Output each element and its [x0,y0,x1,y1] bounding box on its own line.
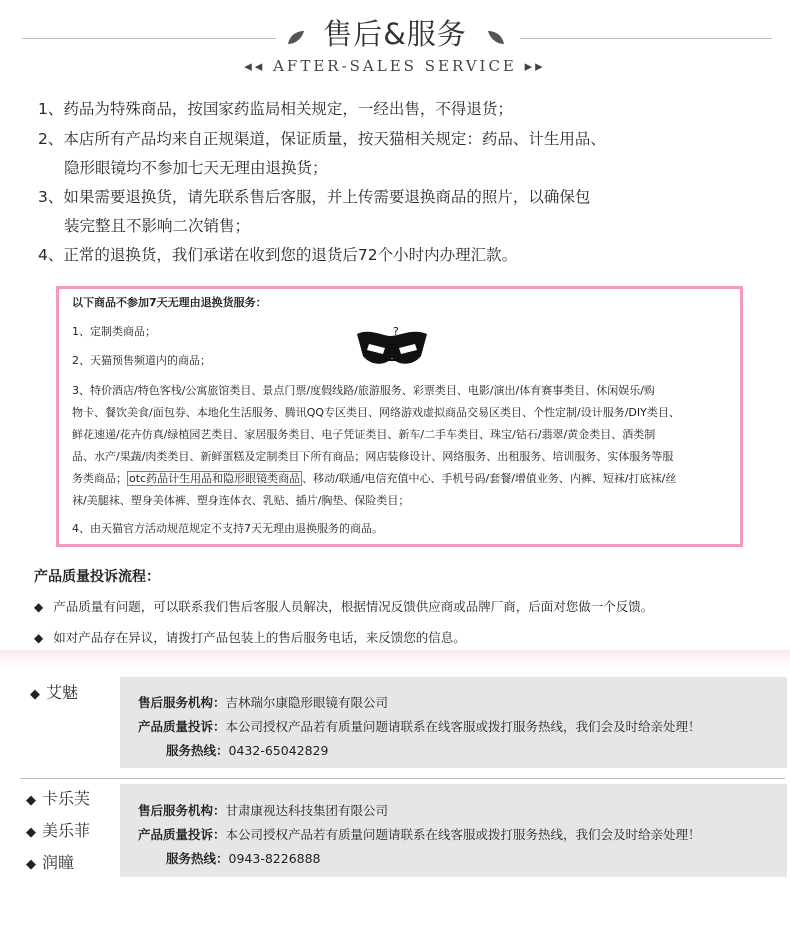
hotline-row-1 [166,741,328,759]
org-value: 甘肃康视达科技集团有限公司 [225,803,389,818]
brand-name: 美乐菲 [42,821,91,840]
notice-item-3-line-5 [72,468,676,490]
hotline-row-2 [166,849,321,867]
hotline-label: 服务热线： [166,743,229,758]
hotline-value: 0943-8226888 [228,851,321,866]
bullet-diamond-icon: ◆ [26,793,36,808]
notice-heading: 以下商品不参加7天无理由退换货服务： [72,296,267,309]
policy-line-3b: 装完整且不影响二次销售； [64,217,251,235]
notice-item-4: 4、由天猫官方活动规范规定不支持7天无理由退换服务的商品。 [72,522,383,535]
complaint-label: 产品质量投诉： [138,719,226,734]
bullet-diamond-icon: ◆ [26,857,36,872]
notice-line5-prefix: 务类商品； [72,472,127,485]
brand-runtong [26,850,74,873]
service-org-row-1 [138,693,388,711]
org-label: 售后服务机构： [138,803,226,818]
page-subtitle: ◂◂ AFTER-SALES SERVICE ▸▸ [244,57,546,75]
quality-process-text-1: 产品质量有问题，可以联系我们售后客服人员解决，根据情况反馈供应商或品牌厂商，后面对您做一个反馈。 [53,599,654,614]
notice-item-2: 2、天猫预售频道内的商品； [72,354,211,367]
quality-process-title: 产品质量投诉流程： [34,569,160,585]
highlighted-category: otc药品计生用品和隐形眼镜类商品 [129,472,301,485]
bullet-diamond-icon: ◆ [34,631,44,645]
notice-item-3-line-6: 袜/美腿袜、塑身美体裤、塑身连体衣、乳贴、插片/胸垫、保险类目； [72,494,410,507]
mask-question-mark: ? [393,326,399,338]
policy-line-2: 2、本店所有产品均来自正规渠道，保证质量，按天猫相关规定：药品、计生用品、 [38,130,606,148]
complaint-value: 本公司授权产品若有质量问题请联系在线客服或拨打服务热线，我们会及时给亲处理！ [225,719,701,734]
brand-meilefei [26,818,90,841]
hotline-value: 0432-65042829 [228,743,329,758]
service-org-row-2 [138,801,388,819]
notice-item-3-line-1: 3、特价酒店/特色客栈/公寓旅馆类目、景点门票/度假线路/旅游服务、彩票类目、电影/演出/体育赛事类目、休闲娱乐/购 [72,384,655,397]
complaint-label: 产品质量投诉： [138,827,226,842]
bullet-diamond-icon: ◆ [30,687,40,702]
notice-line5-suffix: 、移动/联通/电信充值中心、手机号码/套餐/增值业务、内裤、短袜/打底袜/丝 [302,472,677,485]
policy-line-2b: 隐形眼镜均不参加七天无理由退换货； [64,159,328,177]
brand-aimei [30,680,78,703]
notice-item-1: 1、定制类商品； [72,325,156,338]
notice-item-3-line-3: 鲜花速递/花卉仿真/绿植园艺类目、家居服务类目、电子凭证类目、新车/二手车类目、珠宝/钻石/翡翠/黄金类目、酒类制 [72,428,656,441]
hotline-label: 服务热线： [166,851,229,866]
brand-name: 润瞳 [42,853,75,872]
bullet-diamond-icon: ◆ [26,825,36,840]
bullet-diamond-icon: ◆ [34,600,44,614]
page-title: 售后&服务 [323,17,467,51]
complaint-value: 本公司授权产品若有质量问题请联系在线客服或拨打服务热线，我们会及时给亲处理！ [225,827,701,842]
brand-kalefu [26,786,90,809]
notice-item-3-line-4: 品、水产/果蔬/肉类类目、新鲜蛋糕及定制类目下所有商品；网店装修设计、网络服务、出租服务、培训服务、实体服务等服 [72,450,674,463]
quality-process-text-2: 如对产品存在异议，请拨打产品包装上的售后服务电话，来反馈您的信息。 [53,630,466,645]
masked-face-icon [355,326,429,370]
policy-line-4: 4、正常的退换货，我们承诺在收到您的退货后72个小时内办理汇款。 [38,246,518,264]
quality-process-item-1 [34,597,653,615]
brand-name: 艾魅 [46,683,79,702]
section-fade-band [0,650,790,668]
section-divider [20,778,785,779]
org-label: 售后服务机构： [138,695,226,710]
quality-process-item-2 [34,628,466,646]
policy-line-3: 3、如果需要退换货，请先联系售后客服，并上传需要退换商品的照片，以确保包 [38,188,591,206]
policy-line-1: 1、药品为特殊商品，按国家药监局相关规定，一经出售，不得退货； [38,100,513,118]
complaint-row-1 [138,717,701,735]
notice-item-3-line-2: 物卡、餐饮美食/面包券、本地化生活服务、腾讯QQ专区类目、网络游戏虚拟商品交易区类目、个性定制/设计服务/DIY类目、 [72,406,680,419]
brand-name: 卡乐芙 [42,789,91,808]
org-value: 吉林瑞尔康隐形眼镜有限公司 [225,695,389,710]
complaint-row-2 [138,825,701,843]
